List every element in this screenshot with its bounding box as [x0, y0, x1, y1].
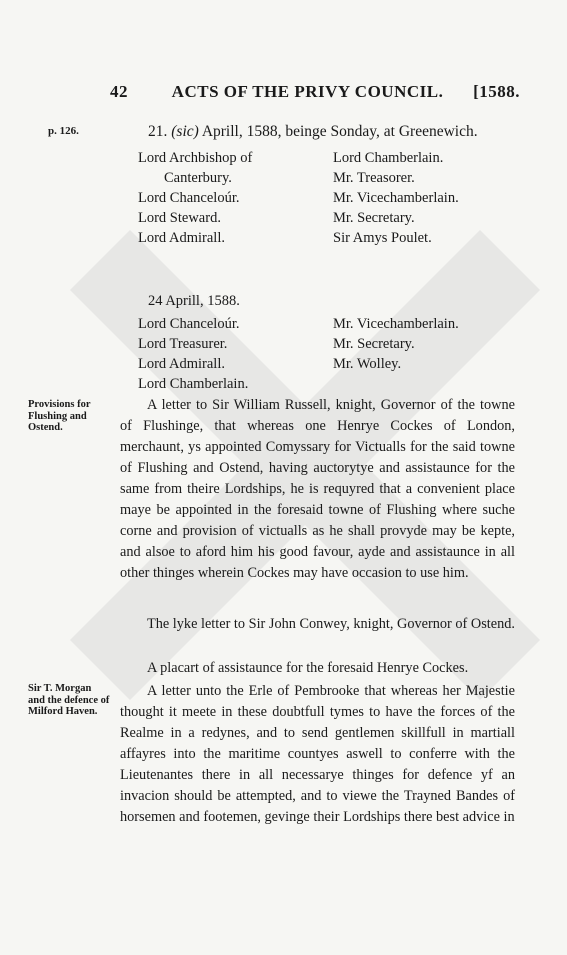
header-year: [1588.	[473, 82, 520, 101]
attendee: Lord Steward.	[138, 210, 221, 226]
attendees-right-2	[333, 314, 459, 374]
attendee: Lord Admirall.	[138, 356, 225, 372]
attendee: Lord Chamberlain.	[138, 376, 249, 392]
margin-note-provisions: Provisions for Flushing and Ostend.	[28, 399, 91, 433]
margin-note-milford: Sir T. Morgan and the defence of Milford Haven.	[28, 683, 110, 717]
meeting-number: 21.	[148, 123, 168, 140]
entry-placart	[120, 658, 515, 679]
paragraph: A letter to Sir William Russell, knight, Governor of the towne of Flushinge, that whereas one Henrye Cockes of London, merchaunt, ys appointed Comyssary for Victualls for the said towne of Flushing and Ostend, having auctorytye and assistaunce for the same from theire Lordships, he is requyred that a convenient place maye be appointed in the foresaid towne of Flushing where suche corne and provision of victualls as he shall provyde may be kepte, and alsoe to aford him his good favour, ayde and assistaunce in all other thinges wherein Cockes may have occasion to use him.	[120, 397, 515, 581]
attendee: Canterbury.	[164, 170, 232, 186]
page-reference: p. 126.	[48, 125, 79, 137]
attendee: Mr. Secretary.	[333, 210, 415, 226]
attendee: Lord Treasurer.	[138, 336, 228, 352]
attendee: Mr. Vicechamberlain.	[333, 190, 459, 206]
running-header	[110, 82, 520, 106]
attendee: Lord Chamberlain.	[333, 150, 444, 166]
attendee: Lord Admirall.	[138, 230, 225, 246]
attendee: Mr. Secretary.	[333, 336, 415, 352]
attendee: Sir Amys Poulet.	[333, 230, 432, 246]
attendees-left-2	[138, 314, 248, 394]
attendee: Lord Archbishop of	[138, 150, 253, 166]
running-title: ACTS OF THE PRIVY COUNCIL.	[171, 82, 444, 101]
attendee: Mr. Vicechamberlain.	[333, 316, 459, 332]
paragraph: A letter unto the Erle of Pembrooke that whereas her Majestie thought it meete in these doubtfull tymes to have the forces of the Realme in a redynes, and to send gentlemen skillfull in martiall affayres into the maritime countyes aswell to conferre with the Lieutenantes there in all necessarye thinges for defence yf an invacion should be attempted, and to viewe the Trayned Bandes of horsemen and footemen, gevinge their Lordships there best advice in	[120, 683, 515, 825]
attendee: Mr. Wolley.	[333, 356, 402, 372]
page-number: 42	[110, 82, 128, 101]
meeting-date-place: Aprill, 1588, beinge Sonday, at Greenewich.	[198, 123, 478, 140]
meeting-heading-2: 24 Aprill, 1588.	[148, 293, 240, 309]
meeting-heading	[148, 123, 478, 141]
sic-note: (sic)	[171, 123, 199, 140]
attendees-right-1	[333, 148, 459, 248]
paragraph: A placart of assistaunce for the foresaid Henrye Cockes.	[147, 660, 469, 676]
entry-pembrooke-letter	[120, 681, 515, 828]
paragraph: The lyke letter to Sir John Conwey, knight, Governor of Ostend.	[147, 616, 515, 632]
attendees-left-1	[138, 148, 252, 248]
entry-russell-letter	[120, 395, 515, 584]
entry-conwey-letter	[120, 614, 515, 635]
attendee: Lord Chanceloúr.	[138, 316, 240, 332]
attendee: Lord Chanceloúr.	[138, 190, 240, 206]
attendee: Mr. Treasorer.	[333, 170, 415, 186]
